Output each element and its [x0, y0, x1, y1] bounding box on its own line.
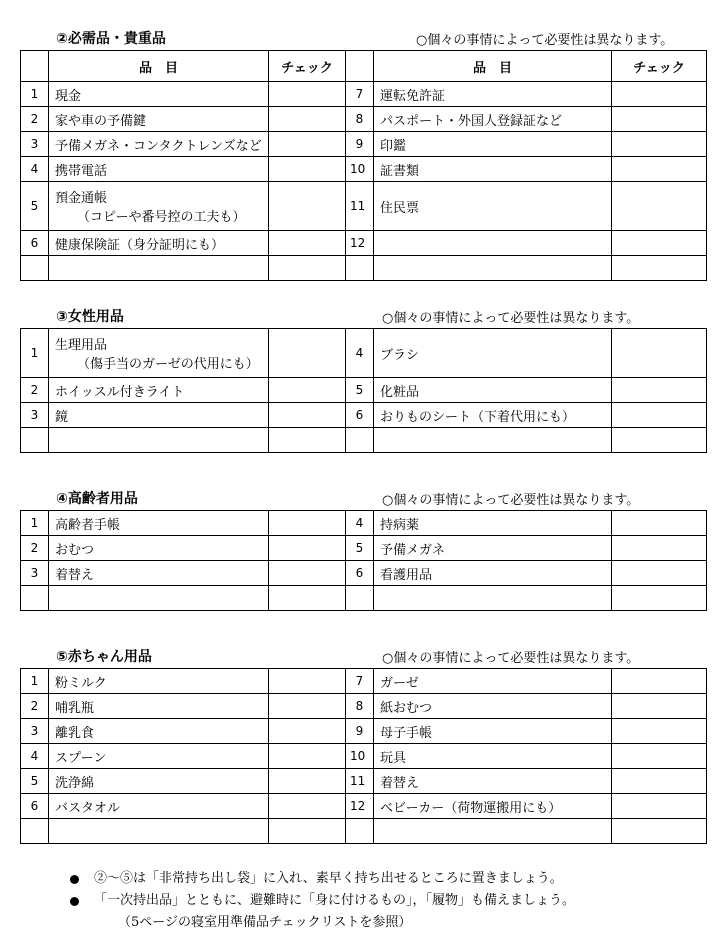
table-header-row — [21, 51, 707, 82]
table-row — [21, 769, 707, 794]
table-row — [21, 719, 707, 744]
check-box[interactable] — [269, 82, 346, 107]
item-number: 1 — [21, 329, 49, 378]
item-label: 着替え — [55, 567, 95, 583]
section-essentials — [20, 28, 706, 281]
item-name — [49, 819, 269, 844]
table-row — [21, 536, 707, 561]
item-label: 高齢者手帳 — [55, 517, 121, 533]
item-label: 粉ミルク — [55, 675, 107, 691]
item-number — [21, 428, 49, 453]
table-row — [21, 744, 707, 769]
item-name — [49, 744, 269, 769]
table-row — [21, 428, 707, 453]
item-label: スプーン — [55, 750, 107, 766]
item-name: ベビーカー（荷物運搬用にも） — [374, 794, 612, 819]
item-number: 1 — [21, 669, 49, 694]
item-number: 5 — [346, 378, 374, 403]
checklist-table — [20, 328, 707, 453]
item-name — [49, 157, 269, 182]
check-box[interactable] — [612, 586, 707, 611]
check-box[interactable] — [269, 694, 346, 719]
check-box[interactable] — [612, 536, 707, 561]
check-box[interactable] — [269, 378, 346, 403]
item-number: 6 — [21, 231, 49, 256]
check-box[interactable] — [269, 769, 346, 794]
item-name — [49, 182, 269, 231]
item-number: 11 — [346, 182, 374, 231]
item-name — [49, 107, 269, 132]
item-note: （傷手当のガーゼの代用にも） — [77, 357, 259, 372]
section-title: ④高齢者用品 — [56, 491, 138, 507]
footer-note-1: ②～⑤は「非常持ち出し袋」に入れ、素早く持ち出せるところに置きましょう。 — [94, 871, 563, 886]
item-name — [374, 586, 612, 611]
check-box[interactable] — [612, 82, 707, 107]
section-note: ○個々の事情によって必要性は異なります。 — [382, 493, 640, 508]
item-number: 5 — [21, 769, 49, 794]
item-name — [49, 536, 269, 561]
item-name: パスポート・外国人登録証など — [374, 107, 612, 132]
item-name — [49, 403, 269, 428]
item-name: ブラシ — [374, 329, 612, 378]
item-label: 携帯電話 — [55, 163, 108, 179]
item-name: 予備メガネ — [374, 536, 612, 561]
item-name — [49, 511, 269, 536]
header-number — [346, 51, 374, 82]
item-label: 家や車の予備鍵 — [55, 113, 147, 129]
item-name — [49, 132, 269, 157]
check-box[interactable] — [612, 769, 707, 794]
check-box[interactable] — [612, 378, 707, 403]
check-box[interactable] — [269, 511, 346, 536]
item-number: 4 — [21, 157, 49, 182]
check-box[interactable] — [269, 719, 346, 744]
item-number: 7 — [346, 82, 374, 107]
check-box[interactable] — [269, 819, 346, 844]
check-box[interactable] — [269, 231, 346, 256]
header-number — [21, 51, 49, 82]
check-box[interactable] — [269, 428, 346, 453]
item-label: おむつ — [55, 542, 95, 558]
bullet-icon — [70, 897, 79, 906]
check-box[interactable] — [612, 819, 707, 844]
table-row — [21, 82, 707, 107]
check-box[interactable] — [612, 329, 707, 378]
check-box[interactable] — [612, 256, 707, 281]
item-name — [49, 82, 269, 107]
item-number: 4 — [346, 511, 374, 536]
check-box[interactable] — [612, 561, 707, 586]
item-number: 4 — [346, 329, 374, 378]
section-note: ○個々の事情によって必要性は異なります。 — [416, 33, 674, 48]
item-name — [49, 694, 269, 719]
table-row — [21, 669, 707, 694]
item-number: 1 — [21, 82, 49, 107]
check-box[interactable] — [269, 157, 346, 182]
section-women — [20, 306, 706, 453]
item-name: 着替え — [374, 769, 612, 794]
section-title: ⑤赤ちゃん用品 — [56, 649, 152, 665]
item-name: 住民票 — [374, 182, 612, 231]
header-item: 品 目 — [374, 51, 612, 82]
item-number: 8 — [346, 107, 374, 132]
item-number: 5 — [21, 182, 49, 231]
check-box[interactable] — [269, 669, 346, 694]
table-row — [21, 511, 707, 536]
item-number: 10 — [346, 157, 374, 182]
section-title: ③女性用品 — [56, 309, 124, 325]
table-row — [21, 231, 707, 256]
item-name — [49, 719, 269, 744]
check-box[interactable] — [612, 694, 707, 719]
section-elderly — [20, 488, 706, 611]
item-number — [21, 256, 49, 281]
item-label: 離乳食 — [55, 725, 95, 741]
item-number: 7 — [346, 669, 374, 694]
check-box[interactable] — [612, 511, 707, 536]
checklist-table — [20, 50, 707, 281]
check-box[interactable] — [612, 403, 707, 428]
check-box[interactable] — [269, 586, 346, 611]
table-row — [21, 586, 707, 611]
table-row — [21, 107, 707, 132]
item-name: 看護用品 — [374, 561, 612, 586]
item-number: 3 — [21, 403, 49, 428]
check-box[interactable] — [269, 794, 346, 819]
item-number — [21, 586, 49, 611]
item-number — [21, 819, 49, 844]
item-number: 2 — [21, 536, 49, 561]
item-number: 6 — [21, 794, 49, 819]
item-number: 3 — [21, 561, 49, 586]
item-number: 4 — [21, 744, 49, 769]
item-number: 9 — [346, 719, 374, 744]
header-item: 品 目 — [49, 51, 269, 82]
item-number: 5 — [346, 536, 374, 561]
checklist-table — [20, 510, 707, 611]
table-row — [21, 378, 707, 403]
item-name: 玩具 — [374, 744, 612, 769]
item-name — [49, 378, 269, 403]
bullet-icon — [70, 875, 79, 884]
item-name: 証書類 — [374, 157, 612, 182]
check-box[interactable] — [612, 132, 707, 157]
table-row — [21, 403, 707, 428]
section-note: ○個々の事情によって必要性は異なります。 — [382, 651, 640, 666]
check-box[interactable] — [269, 256, 346, 281]
item-number: 2 — [21, 694, 49, 719]
header-check: チェック — [269, 51, 346, 82]
item-number: 6 — [346, 561, 374, 586]
item-label: 預金通帳 — [55, 191, 108, 206]
item-name — [49, 428, 269, 453]
table-row — [21, 157, 707, 182]
item-name: 母子手帳 — [374, 719, 612, 744]
check-box[interactable] — [612, 107, 707, 132]
item-name: 持病薬 — [374, 511, 612, 536]
check-box[interactable] — [269, 107, 346, 132]
check-box[interactable] — [612, 231, 707, 256]
footer-notes — [70, 868, 575, 934]
item-number: 9 — [346, 132, 374, 157]
table-row — [21, 329, 707, 378]
item-number: 2 — [21, 107, 49, 132]
check-box[interactable] — [612, 744, 707, 769]
table-row — [21, 819, 707, 844]
item-number: 3 — [21, 719, 49, 744]
item-name — [49, 769, 269, 794]
item-name — [374, 231, 612, 256]
check-box[interactable] — [269, 182, 346, 231]
item-name: 化粧品 — [374, 378, 612, 403]
item-label: 現金 — [55, 88, 82, 104]
item-name: 紙おむつ — [374, 694, 612, 719]
item-label: 鏡 — [55, 409, 69, 425]
section-title: ②必需品・貴重品 — [56, 31, 166, 47]
item-name: 印鑑 — [374, 132, 612, 157]
table-row — [21, 182, 707, 231]
table-row — [21, 694, 707, 719]
item-number: 2 — [21, 378, 49, 403]
item-label: 哺乳瓶 — [55, 700, 95, 716]
check-box[interactable] — [269, 403, 346, 428]
check-box[interactable] — [612, 157, 707, 182]
check-box[interactable] — [612, 794, 707, 819]
item-number: 10 — [346, 744, 374, 769]
check-box[interactable] — [269, 132, 346, 157]
item-note: （コピーや番号控の工夫も） — [77, 210, 246, 225]
item-name — [49, 561, 269, 586]
check-box[interactable] — [612, 719, 707, 744]
item-name — [49, 669, 269, 694]
item-label: 予備メガネ・コンタクトレンズなど — [55, 138, 262, 154]
item-name — [49, 586, 269, 611]
item-name — [374, 428, 612, 453]
item-number: 8 — [346, 694, 374, 719]
item-number — [346, 256, 374, 281]
item-number: 12 — [346, 231, 374, 256]
check-box[interactable] — [612, 669, 707, 694]
header-check: チェック — [612, 51, 707, 82]
check-box[interactable] — [612, 428, 707, 453]
item-name — [49, 329, 269, 378]
item-number: 11 — [346, 769, 374, 794]
table-row — [21, 794, 707, 819]
item-name — [49, 231, 269, 256]
item-label: 健康保険証（身分証明にも） — [55, 237, 225, 253]
item-label: バスタオル — [55, 800, 121, 816]
checklist-table — [20, 668, 707, 844]
item-number — [346, 586, 374, 611]
item-number: 12 — [346, 794, 374, 819]
table-row — [21, 132, 707, 157]
item-name — [374, 819, 612, 844]
item-label: ホイッスル付きライト — [55, 384, 185, 400]
item-number — [346, 819, 374, 844]
item-label: 洗浄綿 — [55, 775, 95, 791]
item-number: 3 — [21, 132, 49, 157]
check-box[interactable] — [269, 536, 346, 561]
check-box[interactable] — [269, 561, 346, 586]
item-name — [49, 794, 269, 819]
table-row — [21, 256, 707, 281]
item-number: 1 — [21, 511, 49, 536]
check-box[interactable] — [269, 744, 346, 769]
item-label: 生理用品 — [55, 338, 108, 353]
section-note: ○個々の事情によって必要性は異なります。 — [382, 311, 640, 326]
footer-note-2: 「一次持出品」とともに、避難時に「身に付けるもの」，「履物」も備えましょう。 — [94, 893, 576, 908]
item-name: 運転免許証 — [374, 82, 612, 107]
table-row — [21, 561, 707, 586]
check-box[interactable] — [269, 329, 346, 378]
item-number — [346, 428, 374, 453]
item-number: 6 — [346, 403, 374, 428]
item-name — [374, 256, 612, 281]
item-name: ガーゼ — [374, 669, 612, 694]
section-baby — [20, 646, 706, 844]
item-name: おりものシート（下着代用にも） — [374, 403, 612, 428]
check-box[interactable] — [612, 182, 707, 231]
footer-reference: （5ページの寝室用準備品チェックリストを参照） — [118, 915, 412, 930]
item-name — [49, 256, 269, 281]
